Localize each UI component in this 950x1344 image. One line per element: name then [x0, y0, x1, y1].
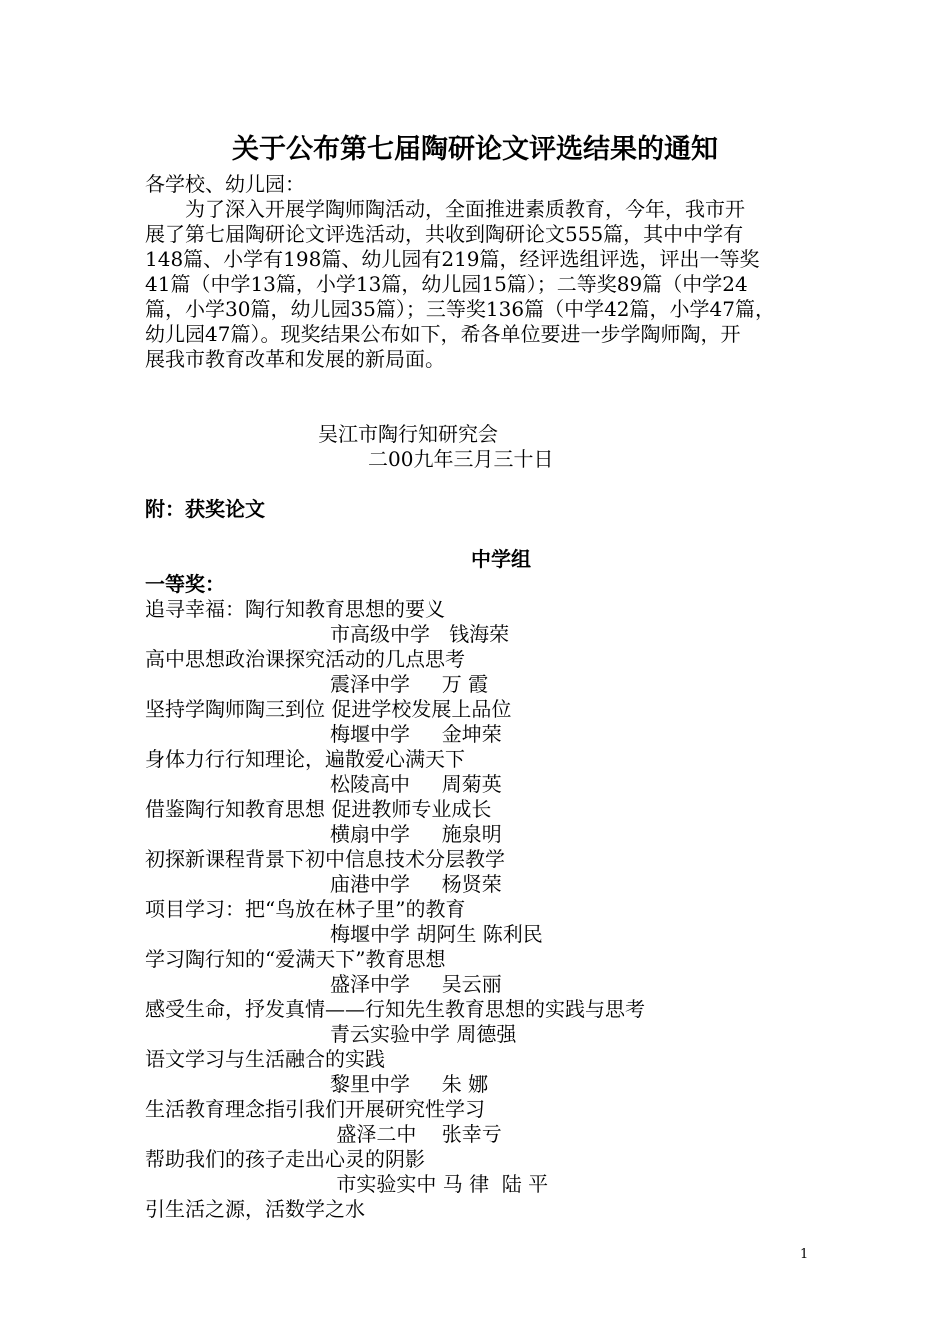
paper-author: 梅堰中学 金坤荣	[330, 722, 502, 746]
notice-body	[145, 172, 807, 372]
signature-date: 二00九年三月三十日	[368, 447, 554, 471]
award-list	[145, 597, 845, 1222]
group-heading: 中学组	[471, 547, 531, 571]
paper-title: 追寻幸福：陶行知教育思想的要义	[145, 597, 445, 621]
paragraph-line: 为了深入开展学陶师陶活动，全面推进素质教育，今年，我市开	[185, 197, 745, 221]
paper-author: 盛泽中学 吴云丽	[330, 972, 502, 996]
notice-paragraph	[145, 197, 807, 372]
list-item	[145, 997, 845, 1047]
paper-author: 盛泽二中 张幸亏	[330, 1122, 502, 1146]
list-item	[145, 797, 845, 847]
paper-title: 高中思想政治课探究活动的几点思考	[145, 647, 465, 671]
list-item	[145, 1147, 845, 1197]
list-item	[145, 597, 845, 647]
award-heading: 一等奖：	[145, 572, 225, 596]
paper-author: 庙港中学 杨贤荣	[330, 872, 502, 896]
paper-title: 项目学习：把“鸟放在林子里”的教育	[145, 897, 466, 921]
paper-author: 梅堰中学 胡阿生 陈利民	[330, 922, 543, 946]
paper-title: 语文学习与生活融合的实践	[145, 1047, 385, 1071]
list-item	[145, 847, 845, 897]
paper-title: 引生活之源，活数学之水	[145, 1197, 365, 1221]
paper-title: 学习陶行知的“爱满天下”教育思想	[145, 947, 446, 971]
paper-title: 感受生命，抒发真情——行知先生教育思想的实践与思考	[145, 997, 645, 1021]
paper-author: 黎里中学 朱 娜	[330, 1072, 489, 1096]
paper-title: 帮助我们的孩子走出心灵的阴影	[145, 1147, 425, 1171]
paper-author: 震泽中学 万 霞	[330, 672, 489, 696]
attachment-heading: 附：获奖论文	[145, 497, 265, 521]
paper-title: 生活教育理念指引我们开展研究性学习	[145, 1097, 485, 1121]
paragraph-line: 41篇（中学13篇，小学13篇，幼儿园15篇）；二等奖89篇（中学24	[145, 272, 748, 296]
list-item	[145, 1047, 845, 1097]
list-item	[145, 897, 845, 947]
list-item	[145, 1197, 845, 1222]
signature-org: 吴江市陶行知研究会	[318, 422, 498, 446]
paragraph-line: 幼儿园47篇）。现奖结果公布如下，希各单位要进一步学陶师陶，开	[145, 322, 741, 346]
list-item	[145, 947, 845, 997]
paper-title: 初探新课程背景下初中信息技术分层教学	[145, 847, 505, 871]
paper-title: 坚持学陶师陶三到位 促进学校发展上品位	[145, 697, 512, 721]
paper-title: 身体力行行知理论，遍散爱心满天下	[145, 747, 465, 771]
paragraph-line: 展我市教育改革和发展的新局面。	[145, 347, 445, 371]
list-item	[145, 747, 845, 797]
paragraph-line: 148篇、小学有198篇、幼儿园有219篇，经评选组评选，评出一等奖	[145, 247, 760, 271]
list-item	[145, 697, 845, 747]
document-title: 关于公布第七届陶研论文评选结果的通知	[232, 134, 718, 165]
paper-author: 松陵高中 周菊英	[330, 772, 502, 796]
paragraph-line: 展了第七届陶研论文评选活动，共收到陶研论文555篇，其中中学有	[145, 222, 744, 246]
paper-author: 市高级中学 钱海荣	[330, 622, 510, 646]
paragraph-line: 篇，小学30篇，幼儿园35篇）；三等奖136篇（中学42篇，小学47篇，	[145, 297, 775, 321]
paper-author: 青云实验中学 周德强	[330, 1022, 517, 1046]
paper-author: 市实验实中 马 律 陆 平	[330, 1172, 549, 1196]
list-item	[145, 647, 845, 697]
page-number: 1	[800, 1247, 809, 1262]
salutation: 各学校、幼儿园：	[145, 172, 305, 196]
paper-title: 借鉴陶行知教育思想 促进教师专业成长	[145, 797, 492, 821]
paper-author: 横扇中学 施泉明	[330, 822, 502, 846]
list-item	[145, 1097, 845, 1147]
